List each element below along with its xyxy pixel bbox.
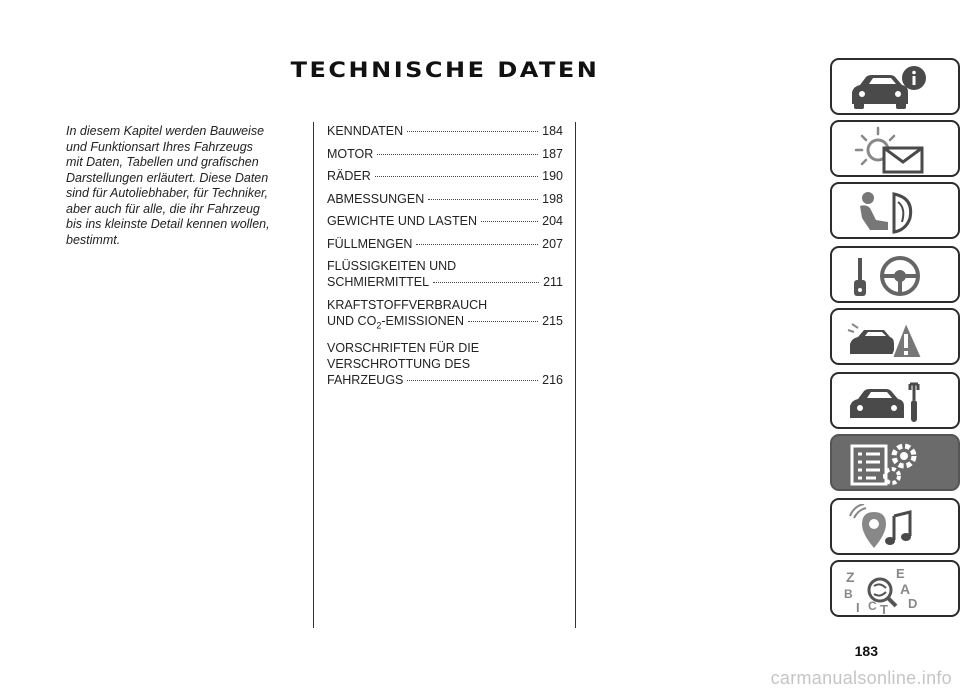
index-letter: C	[868, 599, 877, 613]
toc-item[interactable]	[327, 236, 563, 252]
key-steering-wheel-icon	[844, 252, 934, 300]
toc-label: ABMESSUNGEN	[327, 191, 425, 206]
toc-page: 184	[542, 124, 563, 138]
toc-label: GEWICHTE UND LASTEN	[327, 214, 478, 228]
alphabetical-index-icon	[844, 566, 934, 614]
index-letter: Z	[846, 569, 855, 585]
toc-label-part: -EMISSIONEN	[381, 313, 464, 328]
toc-item[interactable]	[327, 213, 563, 229]
toc-page: 198	[542, 191, 563, 206]
index-letter: E	[896, 566, 905, 581]
index-letter: A	[900, 581, 911, 597]
car-maintenance-icon	[844, 378, 934, 426]
tab-start-drive[interactable]	[830, 246, 960, 303]
toc-page: 190	[542, 169, 563, 183]
safety-airbag-icon	[844, 188, 934, 236]
toc-leader-dots	[407, 380, 538, 381]
table-of-contents	[327, 123, 563, 394]
toc-item[interactable]	[327, 191, 563, 207]
toc-item[interactable]	[327, 146, 563, 162]
index-letter: T	[880, 602, 888, 614]
toc-item[interactable]	[327, 297, 563, 334]
toc-page: 211	[543, 275, 563, 289]
column-divider-right	[575, 122, 576, 628]
toc-leader-dots	[407, 131, 538, 132]
toc-leader-dots	[481, 221, 538, 222]
toc-leader-dots	[416, 244, 538, 245]
toc-label-line: FLÜSSIGKEITEN UND	[327, 259, 457, 273]
toc-page: 215	[542, 313, 563, 328]
index-letter: B	[844, 587, 853, 601]
toc-label-subscript: 2	[376, 320, 382, 330]
toc-page: 187	[542, 146, 563, 161]
toc-label	[327, 313, 464, 334]
toc-label-line: VORSCHRIFTEN FÜR DIE	[327, 340, 480, 355]
toc-item[interactable]	[327, 258, 563, 290]
toc-leader-dots	[377, 154, 538, 155]
car-info-icon	[844, 64, 934, 112]
toc-label: SCHMIERMITTEL	[327, 275, 430, 289]
toc-leader-dots	[433, 282, 539, 283]
toc-page: 216	[542, 372, 563, 387]
toc-page: 207	[542, 236, 563, 251]
multimedia-icon	[844, 504, 934, 552]
index-letter: I	[856, 600, 860, 614]
toc-label: RÄDER	[327, 169, 371, 183]
toc-label-line: KRAFTSTOFFVERBRAUCH	[327, 297, 488, 312]
tab-emergency[interactable]	[830, 308, 960, 365]
emergency-icon	[844, 314, 934, 362]
tab-car-info[interactable]	[830, 58, 960, 115]
technical-data-icon	[844, 440, 934, 488]
tab-safety[interactable]	[830, 182, 960, 239]
toc-leader-dots	[468, 321, 538, 322]
toc-label-line: VERSCHROTTUNG DES	[327, 356, 471, 371]
tab-multimedia[interactable]	[830, 498, 960, 555]
toc-leader-dots	[428, 199, 538, 200]
tab-maintenance[interactable]	[830, 372, 960, 429]
toc-label-part: UND CO	[327, 313, 377, 328]
tab-index[interactable]	[830, 560, 960, 617]
index-letter: D	[908, 596, 918, 611]
page-number: 183	[854, 643, 878, 659]
toc-label: FÜLLMENGEN	[327, 236, 413, 251]
toc-label: KENNDATEN	[327, 124, 404, 138]
toc-leader-dots	[375, 176, 538, 177]
watermark: carmanualsonline.info	[770, 668, 952, 688]
toc-page: 204	[542, 214, 563, 228]
tab-technical-data[interactable]	[830, 434, 960, 491]
dashboard-warning-lights-icon	[844, 126, 934, 174]
toc-label: FAHRZEUGS	[327, 372, 404, 387]
toc-label: MOTOR	[327, 146, 374, 161]
chapter-title: TECHNISCHE DATEN	[290, 57, 600, 83]
chapter-intro: In diesem Kapitel werden Bauweise und Funktionsart Ihres Fahrzeugs mit Daten, Tabellen und grafischen Darstellungen erläutert. Diese Daten sind für Autoliebhaber, für Techniker, aber auch für alle, die ihr Fahrzeug bis ins kleinste Detail kennen wollen, bestimmt.	[66, 124, 270, 247]
toc-item[interactable]	[327, 168, 563, 184]
column-divider-left	[313, 122, 314, 628]
toc-item[interactable]	[327, 340, 563, 388]
tab-dashboard-warnings[interactable]	[830, 120, 960, 177]
toc-item[interactable]	[327, 123, 563, 139]
